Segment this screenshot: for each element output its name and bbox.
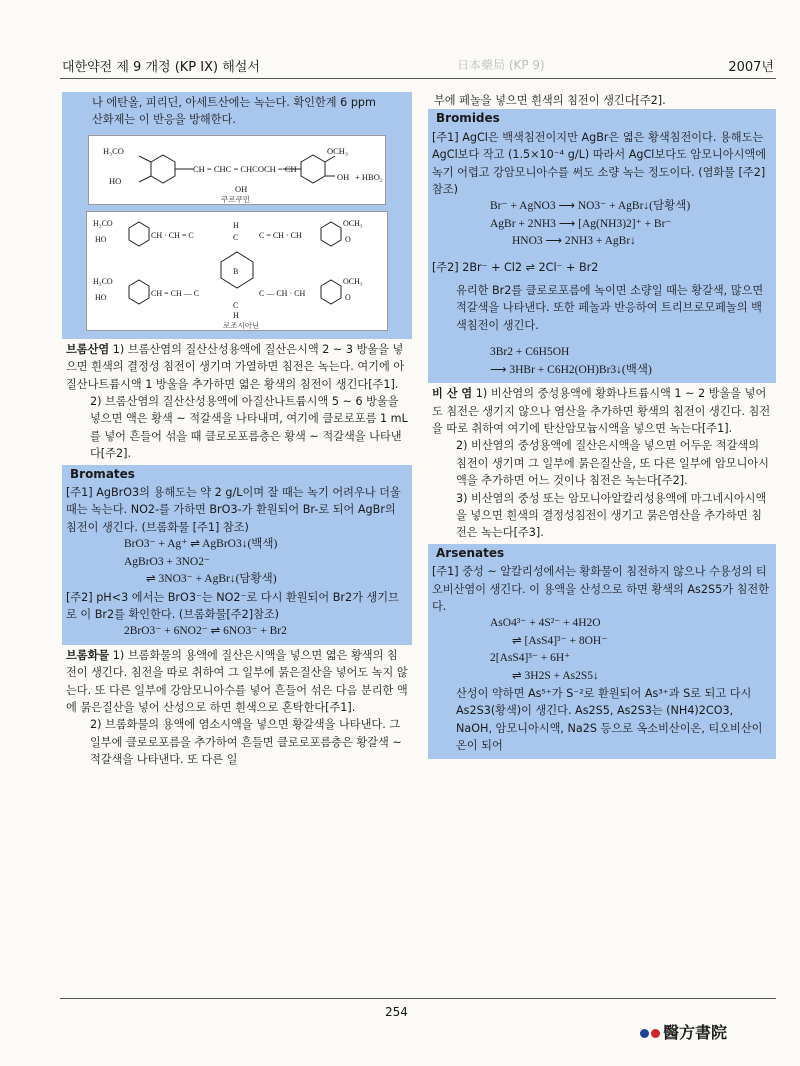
fig2-caption: 로조시아닌 <box>223 320 260 330</box>
svg-text:HO: HO <box>95 292 107 302</box>
svg-text:OCH₃: OCH₃ <box>343 218 363 228</box>
publisher-name: 醫方書院 <box>663 1023 728 1042</box>
paragraph: 2) 브롬산염의 질산산성용액에 아질산나트륨시액 5 ~ 6 방울을 넣으면 액은 황색 ~ 적갈색을 나타내며, 여기에 클로로포름 1 mL를 넣어 흔들어 섞을 때 클로로포름층은 황색 ~ 적갈색을 나타낸다[주2]. <box>90 395 408 461</box>
section-title-bromate: 브롬산염 <box>66 342 110 356</box>
svg-text:C — CH · CH: C — CH · CH <box>259 288 306 298</box>
equation: Br⁻ + AgNO3 ⟶ NO3⁻ + AgBr↓(담황색) <box>490 200 691 213</box>
paragraph: 1) 브롬화물의 용액에 질산은시액을 넣으면 엷은 황색의 침전이 생긴다. 침전을 따로 취하여 그 일부에 묽은질산을 넣어도 녹지 않는다. 또 다른 일부에 강암모니아수를 넣어 흔들어 섞은 다음 분리한 액에 묽은질산을 넣어 산성으로 하면 흰색으로 혼탁한다[주1]. <box>66 648 408 714</box>
equation: HNO3 ⟶ 2NH3 + AgBr↓ <box>512 235 636 248</box>
svg-text:C = CH · CH: C = CH · CH <box>259 230 302 240</box>
svg-text:H: H <box>233 220 239 230</box>
intro-line: 나 에탄올, 피리딘, 아세트산에는 녹는다. 확인한계 6 ppm <box>92 96 376 109</box>
svg-text:O: O <box>345 292 351 302</box>
note: [주2] pH<3 에서는 BrO3⁻는 NO2⁻로 다시 환원되어 Br2가 생기므로 이 Br2를 확인한다. (브롬화물[주2]참조) <box>66 590 399 621</box>
equation: 2BrO3⁻ + 6NO2⁻ ⇌ 6NO3⁻ + Br2 <box>124 625 287 638</box>
svg-text:H₃CO: H₃CO <box>93 218 113 228</box>
paragraph: 1) 비산염의 중성용액에 황화나트륨시액 1 ~ 2 방울을 넣어도 침전은 생기지 않으나 염산을 추가하면 황색의 침전이 생긴다. 침전을 따로 취하여 여기에 탄산암모늄시액을 넣으면 녹는다[주1]. <box>432 387 771 435</box>
right-column <box>428 92 776 759</box>
svg-text:CH = CHC = CHCOCH = CH: CH = CHC = CHCOCH = CH <box>193 163 297 174</box>
equation: ⇌ 3H2S + As2S5↓ <box>512 669 599 682</box>
bromate-section <box>62 339 412 465</box>
running-header <box>62 56 774 76</box>
svg-text:CH · CH = C: CH · CH = C <box>151 230 194 240</box>
bromates-notes <box>62 465 412 645</box>
arsenates-notes <box>428 544 776 759</box>
note: [주2] 2Br⁻ + Cl2 ⇌ 2Cl⁻ + Br2 <box>432 260 599 274</box>
logo-dot-icon <box>651 1029 660 1038</box>
svg-text:OH: OH <box>337 171 350 182</box>
svg-text:OCH₃: OCH₃ <box>343 276 363 286</box>
svg-text:B: B <box>233 266 239 276</box>
note: [주1] AgCl은 백색침전이지만 AgBr은 엷은 황색침전이다. 용해도는 AgCl보다 작고 (1.5×10⁻⁴ g/L) 따라서 AgCl보다도 암모니아시액에 녹기 어렵고 강암모니아수를 써도 소량 녹는 정도이다. (염화물 [주2]참조) <box>432 130 767 197</box>
svg-text:H₃CO: H₃CO <box>93 276 113 286</box>
bromates-heading: Bromates <box>66 465 408 484</box>
equation: AgBrO3 + 3NO2⁻ <box>124 555 211 568</box>
note: 산성이 약하면 As⁵⁺가 S⁻²로 환원되어 As³⁺과 S로 되고 다시 As2S3(황색)이 생긴다. As2S5, As2S3는 (NH4)2CO3, NaOH, 암모니아시액, Na2S 등으로 옥소비산이온, 티오비산이온이 되어 <box>456 687 763 753</box>
bromides-section <box>62 645 412 771</box>
equation: AsO4³⁻ + 4S²⁻ + 4H2O <box>490 617 601 630</box>
svg-text:HO: HO <box>95 234 107 244</box>
paragraph: 3) 비산염의 중성 또는 암모니아알칼리성용액에 마그네시아시액을 넣으면 흰색의 결정성침전이 생기고 묽은염산을 추가하면 침전은 녹는다[주3]. <box>456 491 767 540</box>
svg-text:OH: OH <box>235 183 248 194</box>
equation: AgBr + 2NH3 ⟶ [Ag(NH3)2]⁺ + Br⁻ <box>490 217 672 230</box>
bromides-heading: Bromides <box>432 109 772 128</box>
equation: ⇌ [AsS4]³⁻ + 8OH⁻ <box>512 634 608 647</box>
logo-dot-icon <box>640 1029 649 1038</box>
intro-line: 산화제는 이 반응을 방해한다. <box>92 113 236 127</box>
svg-text:H: H <box>233 310 239 320</box>
svg-text:C: C <box>233 300 239 310</box>
svg-text:C: C <box>233 232 239 242</box>
page-number: 254 <box>385 1005 408 1019</box>
svg-text:H₃CO: H₃CO <box>103 145 124 156</box>
paragraph: 부에 페놀을 넣으면 흰색의 침전이 생긴다[주2]. <box>434 94 666 107</box>
header-rule <box>60 78 776 79</box>
paragraph: 1) 브롬산염의 질산산성용액에 질산은시액 2 ~ 3 방울을 넣으면 흰색의 결정성 침전이 생기며 가열하면 침전은 녹는다. 여기에 아질산나트륨시액 1 방울을 추가하면 엷은 황색의 침전이 생긴다[주1]. <box>66 342 405 391</box>
bromides-notes <box>428 109 776 383</box>
fig1-caption: 쿠르쿠민 <box>221 194 250 204</box>
svg-text:O: O <box>345 234 351 244</box>
header-center: 日本藥局 (KP 9) <box>457 58 545 72</box>
equation: 2[AsS4]³⁻ + 6H⁺ <box>490 652 571 665</box>
header-year: 2007년 <box>728 60 774 75</box>
paragraph: 2) 브롬화물의 용액에 염소시액을 넣으면 황갈색을 나타낸다. 그 일부에 클로로포름을 추가하여 흔들면 클로로포름층은 황갈색 ~ 적갈색을 나타낸다. 또 다른 일 <box>90 718 402 767</box>
publisher-logo <box>640 1020 727 1043</box>
svg-text:OCH₃: OCH₃ <box>327 145 348 156</box>
curcumin-structure <box>88 135 386 205</box>
svg-text:HO: HO <box>109 175 122 186</box>
section-title-arsenite: 비 산 염 <box>432 387 473 401</box>
equation: 3Br2 + C6H5OH <box>490 346 570 359</box>
header-left: 대한약전 제 9 개정 (KP IX) 해설서 <box>62 60 260 75</box>
rosocyanine-structure <box>86 211 388 331</box>
note: [주1] 중성 ~ 알칼리성에서는 황화물이 침전하지 않으나 수용성의 티오비산염이 생긴다. 이 용액을 산성으로 하면 황색의 As2S5가 침전한다. <box>432 565 770 613</box>
svg-text:CH = CH — C: CH = CH — C <box>151 288 200 298</box>
equation: ⟶ 3HBr + C6H2(OH)Br3↓(백색) <box>490 363 652 376</box>
equation: BrO3⁻ + Ag⁺ ⇌ AgBrO3↓(백색) <box>124 538 278 551</box>
equation: ⇌ 3NO3⁻ + AgBr↓(담황색) <box>146 573 277 586</box>
arsenates-heading: Arsenates <box>432 544 772 563</box>
svg-text:+ HBO₂: + HBO₂ <box>355 171 383 182</box>
left-column <box>62 92 412 771</box>
paragraph: 2) 비산염의 중성용액에 질산은시액을 넣으면 어두운 적갈색의 침전이 생기며 그 일부에 묽은질산을, 또 다른 일부에 암모니아시액을 추가하면 어느 것이나 침전은 녹는다[주2]. <box>456 439 769 488</box>
intro-block <box>62 92 412 339</box>
note: [주1] AgBrO3의 용해도는 약 2 g/L이며 잘 때는 녹기 어려우나 더울 때는 녹는다. NO2-를 가하면 BrO3-가 환원되어 Br-로 되어 AgBr의 침전이 생긴다. (브롬화물 [주1] 참조) <box>66 486 401 534</box>
arsenite-section <box>428 383 776 544</box>
footer-rule <box>60 998 776 999</box>
section-title-bromides: 브롬화물 <box>66 648 110 662</box>
note: 유리한 Br2를 클로로포름에 녹이면 소량일 때는 황갈색, 많으면 적갈색을 나타낸다. 또한 페놀과 반응하여 트리브로모페놀의 백색침전이 생긴다. <box>456 284 764 332</box>
